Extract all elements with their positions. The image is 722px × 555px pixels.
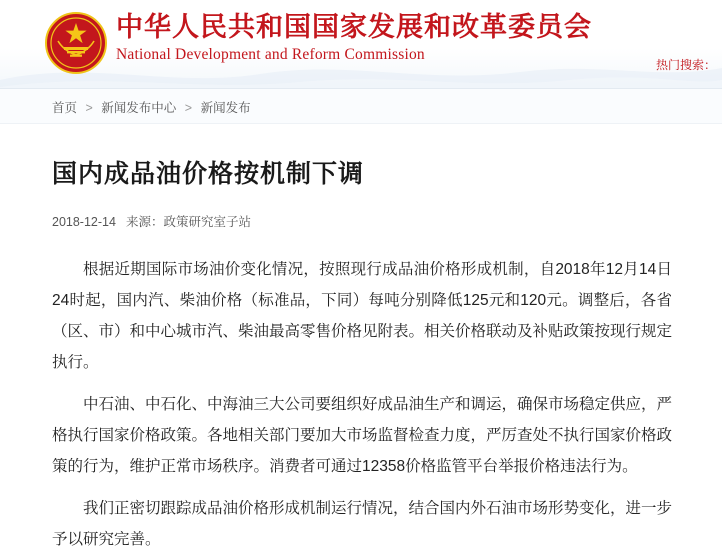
article-paragraph: 中石油、中石化、中海油三大公司要组织好成品油生产和调运，确保市场稳定供应，严格执行国家价格政策。各地相关部门要加大市场监督检查力度，严厉查处不执行国家价格政策的行为，维护正常市场秩序。消费者可通过12358价格监管平台举报价格违法行为。: [52, 396, 673, 475]
site-header: [0, 0, 722, 89]
site-title-block: [116, 10, 592, 66]
hot-search[interactable]: [656, 56, 716, 73]
breadcrumb-separator: >: [85, 101, 93, 115]
article: [0, 154, 722, 555]
hot-search-colon: ：: [703, 58, 716, 72]
page-title: 国内成品油价格按机制下调: [52, 160, 365, 188]
site-title-cn: 中华人民共和国国家发展和改革委员会: [116, 12, 592, 42]
breadcrumb-item-home[interactable]: 首页: [52, 101, 78, 115]
breadcrumb-band: [0, 89, 722, 124]
breadcrumb-item-news-center[interactable]: 新闻发布中心: [101, 101, 177, 115]
national-emblem-icon: [44, 11, 108, 75]
breadcrumb: [52, 98, 251, 116]
article-source: 来源：政策研究室子站: [125, 215, 251, 229]
hot-search-label: 热门搜索: [655, 58, 704, 72]
article-date: 2018-12-14: [52, 215, 116, 229]
site-title-en: National Development and Reform Commission: [116, 46, 425, 63]
article-paragraph: 根据近期国际市场油价变化情况，按照现行成品油价格形成机制，自2018年12月14日24时起，国内汽、柴油价格（标准品，下同）每吨分别降低125元和120元。调整后，各省（区、市）和中心城市汽、柴油最高零售价格见附表。相关价格联动及补贴政策按现行规定执行。: [52, 261, 673, 371]
article-body: [52, 254, 672, 555]
breadcrumb-item-news-release[interactable]: 新闻发布: [200, 101, 251, 115]
article-meta: [52, 212, 722, 230]
article-paragraph: 我们正密切跟踪成品油价格形成机制运行情况，结合国内外石油市场形势变化，进一步予以研究完善。: [52, 500, 673, 548]
breadcrumb-separator: >: [184, 101, 193, 115]
